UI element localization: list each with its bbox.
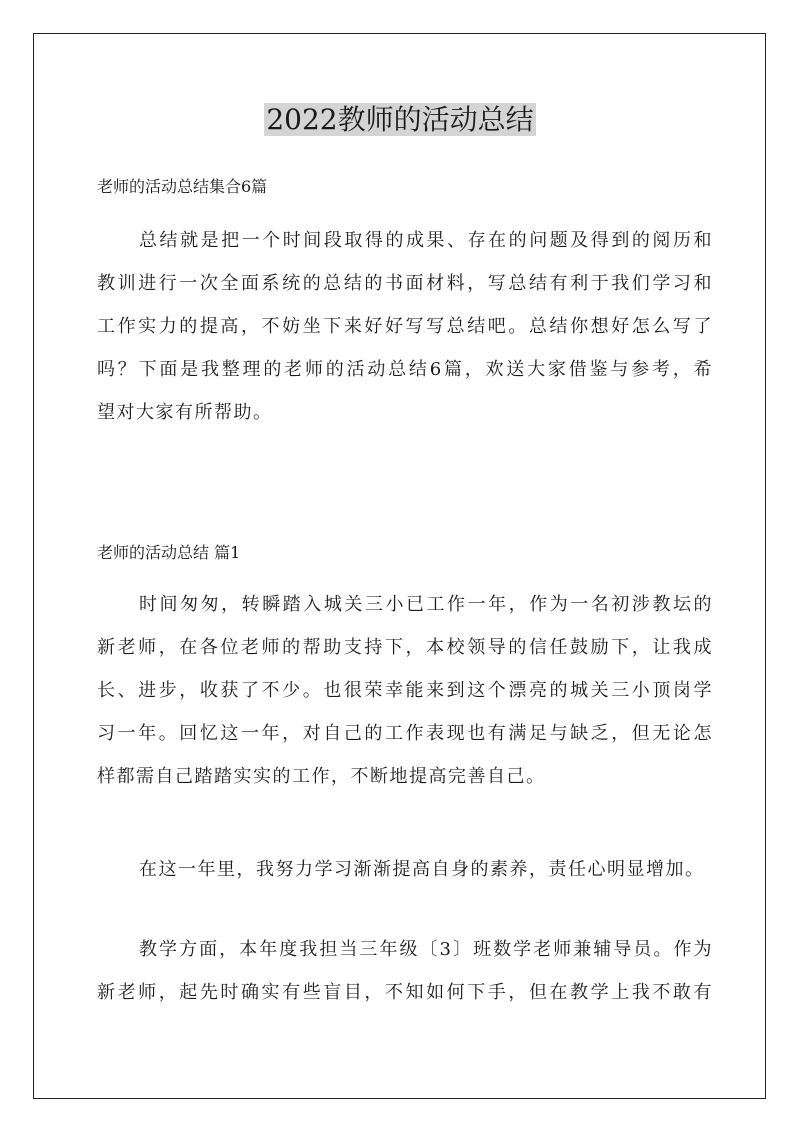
text-line: 时间匆匆，转瞬踏入城关三小已工作一年，作为一名初涉教坛的	[139, 594, 713, 615]
text-line: 习一年。回忆这一年，对自己的工作表现也有满足与缺乏，但无论怎	[97, 723, 713, 744]
text-line: 在这一年里，我努力学习渐渐提高自身的素养，责任心明显增加。	[139, 859, 705, 880]
document-title-text: 2022教师的活动总结	[266, 103, 534, 136]
text-line: 吗？下面是我整理的老师的活动总结6篇，欢送大家借鉴与参考，希	[97, 359, 713, 380]
text-line: 望对大家有所帮助。	[97, 402, 273, 423]
text-line: 总结就是把一个时间段取得的成果、存在的问题及得到的阅历和	[139, 230, 713, 251]
document-title	[0, 102, 800, 138]
text-line: 新老师，起先时确实有些盲目，不知如何下手，但在教学上我不敢有	[97, 982, 713, 1003]
text-line: 工作实力的提高，不妨坐下来好好写写总结吧。总结你想好怎么写了	[97, 316, 713, 337]
section1-paragraph-3	[97, 928, 713, 1014]
text-line: 教学方面，本年度我担当三年级〔3〕班数学老师兼辅导员。作为	[139, 939, 713, 960]
text-line: 长、进步，收获了不少。也很荣幸能来到这个漂亮的城关三小顶岗学	[97, 680, 713, 701]
text-line: 新老师，在各位老师的帮助支持下，本校领导的信任鼓励下，让我成	[97, 637, 713, 658]
section-heading: 老师的活动总结 篇1	[97, 543, 241, 562]
document-subtitle: 老师的活动总结集合6篇	[97, 177, 268, 196]
text-line: 样都需自己踏踏实实的工作，不断地提高完善自己。	[97, 766, 546, 787]
section1-paragraph-2	[97, 848, 713, 891]
section1-paragraph-1	[97, 583, 713, 798]
text-line: 教训进行一次全面系统的总结的书面材料，写总结有利于我们学习和	[97, 273, 713, 294]
intro-paragraph	[97, 219, 713, 434]
